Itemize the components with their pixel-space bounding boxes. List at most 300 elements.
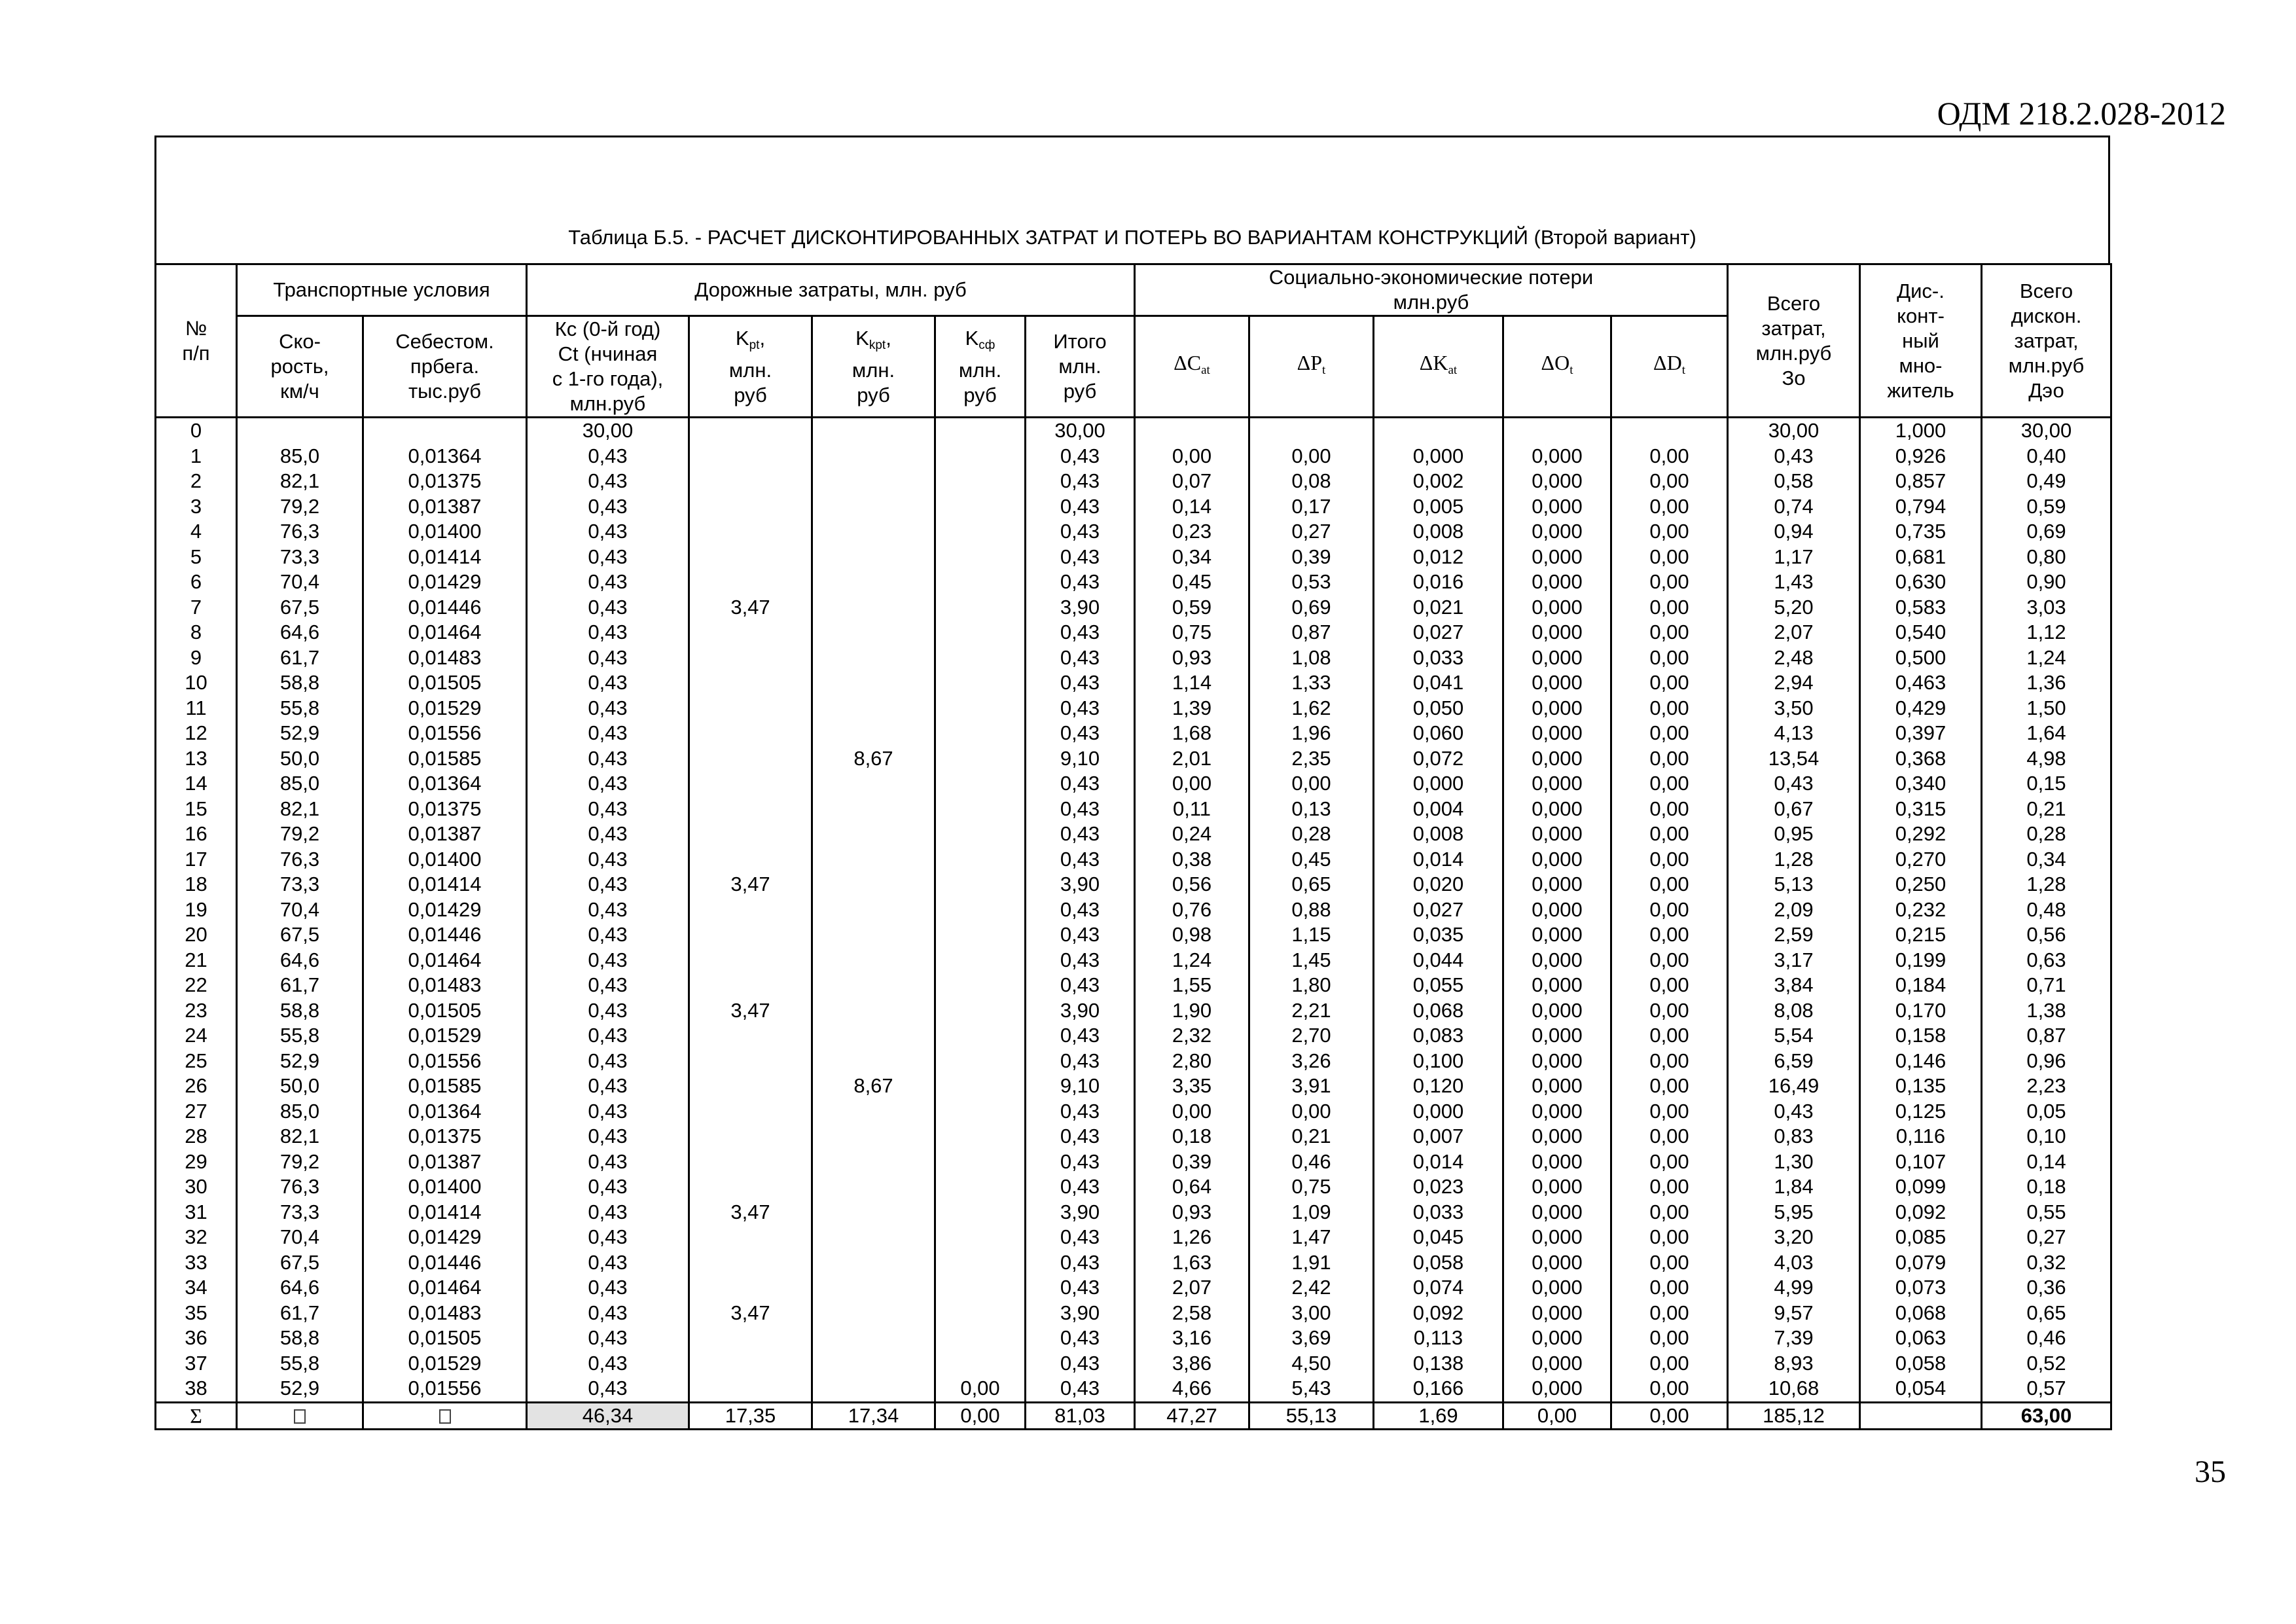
cell-ksf (935, 519, 1026, 545)
cell-delta-d: 0,00 (1611, 1301, 1728, 1326)
cell-total-discounted: 0,32 (1982, 1250, 2111, 1276)
cell-delta-p: 3,91 (1249, 1074, 1374, 1099)
cell-delta-d: 0,00 (1611, 595, 1728, 621)
cell-delta-p: 1,91 (1249, 1250, 1374, 1276)
cell-total-costs: 0,43 (1728, 771, 1860, 797)
cell-ksf (935, 1351, 1026, 1377)
cell-row-number: 35 (156, 1301, 237, 1326)
cell-kc: 0,43 (527, 922, 689, 948)
cell-discount-factor: 0,583 (1860, 595, 1982, 621)
kpt-subscript: pt (749, 338, 760, 352)
cell-delta-d: 0,00 (1611, 797, 1728, 822)
cell-delta-p (1249, 418, 1374, 444)
cell-delta-o: 0,000 (1503, 746, 1611, 772)
cell-delta-d: 0,00 (1611, 494, 1728, 520)
cell-itogo: 0,43 (1026, 1376, 1135, 1402)
cell-delta-o: 0,000 (1503, 545, 1611, 570)
cell-delta-c: 1,90 (1135, 998, 1249, 1024)
cell-discount-factor: 0,857 (1860, 469, 1982, 494)
total-kpt: 17,35 (689, 1402, 812, 1429)
cell-run-cost: 0,01446 (363, 922, 527, 948)
cell-total-discounted: 0,18 (1982, 1174, 2111, 1200)
cell-delta-c: 0,07 (1135, 469, 1249, 494)
table-row (156, 595, 2111, 621)
cell-discount-factor: 0,170 (1860, 998, 1982, 1024)
cell-row-number: 8 (156, 620, 237, 645)
cell-total-discounted: 0,57 (1982, 1376, 2111, 1402)
cell-speed: 61,7 (237, 645, 363, 671)
header-speed: Ско- рость, км/ч (237, 316, 363, 418)
cell-speed: 82,1 (237, 1124, 363, 1149)
cell-discount-factor: 0,063 (1860, 1326, 1982, 1351)
cell-discount-factor: 0,116 (1860, 1124, 1982, 1149)
cell-kc: 0,43 (527, 797, 689, 822)
cell-total-costs: 30,00 (1728, 418, 1860, 444)
cell-itogo: 0,43 (1026, 1049, 1135, 1074)
cell-itogo: 0,43 (1026, 519, 1135, 545)
cell-delta-p: 0,65 (1249, 872, 1374, 897)
cell-kc: 0,43 (527, 1200, 689, 1225)
header-discount-factor: Дис-. конт- ный мно- житель (1860, 264, 1982, 418)
cell-kc: 0,43 (527, 1275, 689, 1301)
table-row (156, 821, 2111, 847)
cell-delta-c: 2,07 (1135, 1275, 1249, 1301)
cell-ksf (935, 1023, 1026, 1049)
cell-kkpt (812, 922, 935, 948)
cell-run-cost: 0,01375 (363, 797, 527, 822)
cell-row-number: 34 (156, 1275, 237, 1301)
cell-itogo: 0,43 (1026, 1250, 1135, 1276)
cell-kkpt (812, 569, 935, 595)
cell-kc: 0,43 (527, 847, 689, 873)
table-row (156, 645, 2111, 671)
cell-kc: 0,43 (527, 746, 689, 772)
cell-discount-factor: 0,368 (1860, 746, 1982, 772)
cell-kc: 0,43 (527, 1250, 689, 1276)
cell-kpt (689, 922, 812, 948)
cell-run-cost: 0,01505 (363, 998, 527, 1024)
cell-total-costs: 5,54 (1728, 1023, 1860, 1049)
cell-delta-c: 2,32 (1135, 1023, 1249, 1049)
cell-delta-c: 0,18 (1135, 1124, 1249, 1149)
cell-itogo: 3,90 (1026, 1200, 1135, 1225)
cell-delta-c: 0,38 (1135, 847, 1249, 873)
cell-total-discounted: 0,10 (1982, 1124, 2111, 1149)
cell-delta-k: 0,027 (1374, 620, 1503, 645)
cell-delta-o: 0,000 (1503, 1225, 1611, 1250)
cell-speed: 67,5 (237, 922, 363, 948)
cell-kkpt (812, 418, 935, 444)
total-delta-k: 1,69 (1374, 1402, 1503, 1429)
cell-row-number: 20 (156, 922, 237, 948)
table-title: Таблица Б.5. - РАСЧЕТ ДИСКОНТИРОВАННЫХ ЗАТРАТ И ПОТЕРЬ ВО ВАРИАНТАМ КОНСТРУКЦИЙ (Второй вариант) (568, 226, 1696, 249)
cell-delta-k: 0,113 (1374, 1326, 1503, 1351)
cell-kc: 0,43 (527, 494, 689, 520)
cell-ksf (935, 696, 1026, 721)
cell-speed: 61,7 (237, 973, 363, 998)
cell-delta-c: 3,35 (1135, 1074, 1249, 1099)
cell-delta-k: 0,100 (1374, 1049, 1503, 1074)
cell-itogo: 0,43 (1026, 897, 1135, 923)
cell-delta-o: 0,000 (1503, 771, 1611, 797)
ksf-units: млн. руб (958, 358, 1002, 406)
cell-delta-d: 0,00 (1611, 444, 1728, 469)
total-delta-o: 0,00 (1503, 1402, 1611, 1429)
cell-delta-p: 1,15 (1249, 922, 1374, 948)
cell-run-cost: 0,01529 (363, 1351, 527, 1377)
cell-delta-d: 0,00 (1611, 948, 1728, 973)
cell-delta-c (1135, 418, 1249, 444)
cell-kkpt (812, 444, 935, 469)
cell-kc: 0,43 (527, 872, 689, 897)
cell-delta-c: 1,14 (1135, 670, 1249, 696)
cell-ksf (935, 569, 1026, 595)
cell-discount-factor: 0,463 (1860, 670, 1982, 696)
cell-ksf (935, 1074, 1026, 1099)
cell-delta-c: 0,00 (1135, 1099, 1249, 1125)
cell-delta-k: 0,014 (1374, 847, 1503, 873)
cell-delta-d: 0,00 (1611, 645, 1728, 671)
cell-delta-d: 0,00 (1611, 1149, 1728, 1175)
cell-delta-k: 0,044 (1374, 948, 1503, 973)
cell-total-discounted: 0,36 (1982, 1275, 2111, 1301)
ksf-subscript: сф (978, 338, 996, 352)
cell-kc: 0,43 (527, 948, 689, 973)
cell-ksf (935, 418, 1026, 444)
cell-delta-p: 0,87 (1249, 620, 1374, 645)
cell-kkpt: 8,67 (812, 746, 935, 772)
cell-discount-factor: 0,630 (1860, 569, 1982, 595)
cell-row-number: 19 (156, 897, 237, 923)
cell-discount-factor: 0,292 (1860, 821, 1982, 847)
cell-delta-o: 0,000 (1503, 948, 1611, 973)
cell-delta-o: 0,000 (1503, 872, 1611, 897)
cell-ksf (935, 1174, 1026, 1200)
cell-run-cost: 0,01364 (363, 444, 527, 469)
header-row-number: № п/п (156, 264, 237, 418)
cell-speed: 67,5 (237, 1250, 363, 1276)
cell-delta-d: 0,00 (1611, 519, 1728, 545)
cell-delta-p: 2,70 (1249, 1023, 1374, 1049)
table-row (156, 1200, 2111, 1225)
cell-total-costs: 4,13 (1728, 721, 1860, 746)
cell-kkpt (812, 1099, 935, 1125)
cell-total-discounted: 1,50 (1982, 696, 2111, 721)
cell-total-costs: 2,59 (1728, 922, 1860, 948)
cell-discount-factor: 0,315 (1860, 797, 1982, 822)
cell-total-discounted: 0,05 (1982, 1099, 2111, 1125)
cell-delta-d: 0,00 (1611, 1099, 1728, 1125)
table-header (156, 264, 2111, 418)
cell-delta-o: 0,000 (1503, 1376, 1611, 1402)
table-row (156, 948, 2111, 973)
cell-kc: 30,00 (527, 418, 689, 444)
delta-p-symbol: ΔP (1297, 351, 1323, 374)
cell-delta-k: 0,021 (1374, 595, 1503, 621)
cell-delta-c: 0,11 (1135, 797, 1249, 822)
cell-row-number: 26 (156, 1074, 237, 1099)
delta-k-symbol: ΔK (1419, 351, 1448, 374)
table-row (156, 1074, 2111, 1099)
cell-kkpt (812, 595, 935, 621)
table-row (156, 1225, 2111, 1250)
cell-kpt (689, 1225, 812, 1250)
kkpt-units: , млн. руб (852, 326, 895, 406)
cell-kkpt (812, 1174, 935, 1200)
cell-total-costs: 0,74 (1728, 494, 1860, 520)
cell-kkpt (812, 1023, 935, 1049)
table-row (156, 1301, 2111, 1326)
cell-row-number: 32 (156, 1225, 237, 1250)
cell-kc: 0,43 (527, 897, 689, 923)
cell-delta-o: 0,000 (1503, 1351, 1611, 1377)
table-row (156, 418, 2111, 444)
cell-itogo: 0,43 (1026, 645, 1135, 671)
cell-delta-k: 0,020 (1374, 872, 1503, 897)
kpt-units: , млн. руб (728, 326, 772, 406)
cell-kpt (689, 444, 812, 469)
cell-delta-o: 0,000 (1503, 1301, 1611, 1326)
total-delta-p: 55,13 (1249, 1402, 1374, 1429)
table-row (156, 721, 2111, 746)
cell-speed: 55,8 (237, 696, 363, 721)
cell-delta-c: 2,01 (1135, 746, 1249, 772)
header-ksf (935, 316, 1026, 418)
cell-delta-k: 0,008 (1374, 519, 1503, 545)
cell-total-costs: 0,58 (1728, 469, 1860, 494)
cell-kpt (689, 797, 812, 822)
cell-itogo: 0,43 (1026, 670, 1135, 696)
cell-delta-o: 0,000 (1503, 1250, 1611, 1276)
cell-kpt: 3,47 (689, 872, 812, 897)
cell-itogo: 0,43 (1026, 1023, 1135, 1049)
cell-run-cost: 0,01483 (363, 1301, 527, 1326)
header-delta-d (1611, 316, 1728, 418)
cell-speed: 52,9 (237, 1376, 363, 1402)
cell-kkpt (812, 545, 935, 570)
cell-delta-k: 0,041 (1374, 670, 1503, 696)
cell-delta-o (1503, 418, 1611, 444)
cell-delta-o: 0,000 (1503, 998, 1611, 1024)
cell-delta-p: 1,33 (1249, 670, 1374, 696)
cell-delta-d: 0,00 (1611, 1225, 1728, 1250)
cell-kc: 0,43 (527, 1301, 689, 1326)
cell-delta-d: 0,00 (1611, 922, 1728, 948)
cell-kc: 0,43 (527, 998, 689, 1024)
cell-speed: 70,4 (237, 897, 363, 923)
cell-total-costs: 3,17 (1728, 948, 1860, 973)
cell-itogo: 0,43 (1026, 821, 1135, 847)
cell-ksf (935, 1275, 1026, 1301)
cell-run-cost: 0,01483 (363, 973, 527, 998)
cell-delta-p: 0,08 (1249, 469, 1374, 494)
table-row (156, 746, 2111, 772)
cell-delta-c: 0,00 (1135, 444, 1249, 469)
header-group-road-costs: Дорожные затраты, млн. руб (527, 264, 1135, 316)
cell-itogo: 30,00 (1026, 418, 1135, 444)
cell-kkpt (812, 1149, 935, 1175)
table-row (156, 872, 2111, 897)
cell-total-discounted: 0,71 (1982, 973, 2111, 998)
cell-row-number: 28 (156, 1124, 237, 1149)
cell-delta-o: 0,000 (1503, 897, 1611, 923)
cell-kpt (689, 973, 812, 998)
cell-itogo: 0,43 (1026, 922, 1135, 948)
cell-delta-c: 1,68 (1135, 721, 1249, 746)
cell-speed: 64,6 (237, 1275, 363, 1301)
cell-itogo: 0,43 (1026, 1124, 1135, 1149)
cell-ksf (935, 746, 1026, 772)
cell-run-cost: 0,01529 (363, 1023, 527, 1049)
cell-delta-o: 0,000 (1503, 922, 1611, 948)
cell-discount-factor: 0,085 (1860, 1225, 1982, 1250)
cell-ksf (935, 1250, 1026, 1276)
cell-discount-factor: 0,735 (1860, 519, 1982, 545)
cell-total-discounted: 0,87 (1982, 1023, 2111, 1049)
cell-total-discounted: 0,48 (1982, 897, 2111, 923)
cell-row-number: 9 (156, 645, 237, 671)
cell-delta-d: 0,00 (1611, 847, 1728, 873)
cell-kkpt (812, 519, 935, 545)
cell-kkpt (812, 494, 935, 520)
cell-delta-k: 0,058 (1374, 1250, 1503, 1276)
cell-itogo: 0,43 (1026, 948, 1135, 973)
table-row (156, 569, 2111, 595)
table-totals (156, 1402, 2111, 1429)
cell-speed: 70,4 (237, 569, 363, 595)
cell-total-costs: 5,20 (1728, 595, 1860, 621)
cell-speed: 79,2 (237, 494, 363, 520)
cell-delta-c: 1,39 (1135, 696, 1249, 721)
cell-total-costs: 13,54 (1728, 746, 1860, 772)
cell-discount-factor: 0,058 (1860, 1351, 1982, 1377)
cell-total-discounted: 0,28 (1982, 821, 2111, 847)
table-row (156, 1326, 2111, 1351)
cell-row-number: 1 (156, 444, 237, 469)
cell-kkpt (812, 1326, 935, 1351)
cell-itogo: 0,43 (1026, 847, 1135, 873)
cell-delta-c: 2,58 (1135, 1301, 1249, 1326)
cell-total-discounted: 0,69 (1982, 519, 2111, 545)
sigma-symbol: Σ (156, 1402, 237, 1429)
cell-ksf (935, 973, 1026, 998)
cell-total-costs: 3,20 (1728, 1225, 1860, 1250)
cell-kc: 0,43 (527, 519, 689, 545)
cell-total-discounted: 4,98 (1982, 746, 2111, 772)
cell-delta-k: 0,072 (1374, 746, 1503, 772)
table-row (156, 1023, 2111, 1049)
cell-total-costs: 3,84 (1728, 973, 1860, 998)
cell-ksf (935, 1200, 1026, 1225)
cell-delta-k: 0,138 (1374, 1351, 1503, 1377)
cell-delta-o: 0,000 (1503, 1124, 1611, 1149)
cell-total-costs: 10,68 (1728, 1376, 1860, 1402)
cell-delta-k: 0,033 (1374, 645, 1503, 671)
cell-speed: 82,1 (237, 797, 363, 822)
cell-delta-p: 0,39 (1249, 545, 1374, 570)
cell-delta-d: 0,00 (1611, 696, 1728, 721)
cell-kpt (689, 948, 812, 973)
cell-itogo: 0,43 (1026, 1275, 1135, 1301)
total-discount-factor (1860, 1402, 1982, 1429)
cell-kc: 0,43 (527, 1149, 689, 1175)
cell-speed: 76,3 (237, 847, 363, 873)
header-delta-k (1374, 316, 1503, 418)
table-row (156, 922, 2111, 948)
cell-delta-k: 0,166 (1374, 1376, 1503, 1402)
cell-discount-factor: 0,250 (1860, 872, 1982, 897)
cell-total-costs: 1,30 (1728, 1149, 1860, 1175)
cell-row-number: 33 (156, 1250, 237, 1276)
cell-itogo: 0,43 (1026, 1099, 1135, 1125)
cell-delta-k (1374, 418, 1503, 444)
cell-delta-p: 1,96 (1249, 721, 1374, 746)
cell-row-number: 25 (156, 1049, 237, 1074)
header-delta-c (1135, 316, 1249, 418)
cell-delta-o: 0,000 (1503, 595, 1611, 621)
total-delta-c: 47,27 (1135, 1402, 1249, 1429)
cell-speed: 67,5 (237, 595, 363, 621)
table-row (156, 797, 2111, 822)
table-row (156, 1149, 2111, 1175)
cell-delta-c: 0,45 (1135, 569, 1249, 595)
cell-total-costs: 4,99 (1728, 1275, 1860, 1301)
table-row (156, 973, 2111, 998)
cell-delta-p: 1,80 (1249, 973, 1374, 998)
cell-discount-factor: 0,184 (1860, 973, 1982, 998)
total-discounted: 63,00 (1982, 1402, 2111, 1429)
cell-discount-factor: 0,079 (1860, 1250, 1982, 1276)
cell-run-cost: 0,01585 (363, 746, 527, 772)
cell-run-cost: 0,01429 (363, 897, 527, 923)
cell-delta-c: 4,66 (1135, 1376, 1249, 1402)
cell-delta-d: 0,00 (1611, 1124, 1728, 1149)
cell-delta-c: 0,34 (1135, 545, 1249, 570)
cell-delta-d (1611, 418, 1728, 444)
cell-ksf (935, 494, 1026, 520)
cell-delta-o: 0,000 (1503, 444, 1611, 469)
cell-speed: 82,1 (237, 469, 363, 494)
cell-ksf (935, 1301, 1026, 1326)
cell-delta-d: 0,00 (1611, 746, 1728, 772)
cell-delta-p: 0,45 (1249, 847, 1374, 873)
cell-row-number: 14 (156, 771, 237, 797)
cell-delta-d: 0,00 (1611, 721, 1728, 746)
cell-row-number: 24 (156, 1023, 237, 1049)
page-number: 35 (2195, 1454, 2226, 1489)
cell-kpt (689, 418, 812, 444)
cell-discount-factor: 0,681 (1860, 545, 1982, 570)
cell-row-number: 29 (156, 1149, 237, 1175)
total-ksf: 0,00 (935, 1402, 1026, 1429)
cell-run-cost: 0,01364 (363, 1099, 527, 1125)
cell-kkpt (812, 948, 935, 973)
cell-kkpt (812, 797, 935, 822)
cell-delta-c: 0,59 (1135, 595, 1249, 621)
cell-speed: 50,0 (237, 1074, 363, 1099)
cell-delta-o: 0,000 (1503, 494, 1611, 520)
cell-delta-c: 3,86 (1135, 1351, 1249, 1377)
cell-speed (237, 418, 363, 444)
cell-kc: 0,43 (527, 1074, 689, 1099)
cell-speed: 79,2 (237, 1149, 363, 1175)
cell-delta-c: 1,63 (1135, 1250, 1249, 1276)
cell-speed: 55,8 (237, 1023, 363, 1049)
cell-discount-factor: 0,215 (1860, 922, 1982, 948)
cell-ksf (935, 821, 1026, 847)
cell-ksf (935, 1225, 1026, 1250)
cell-delta-k: 0,012 (1374, 545, 1503, 570)
